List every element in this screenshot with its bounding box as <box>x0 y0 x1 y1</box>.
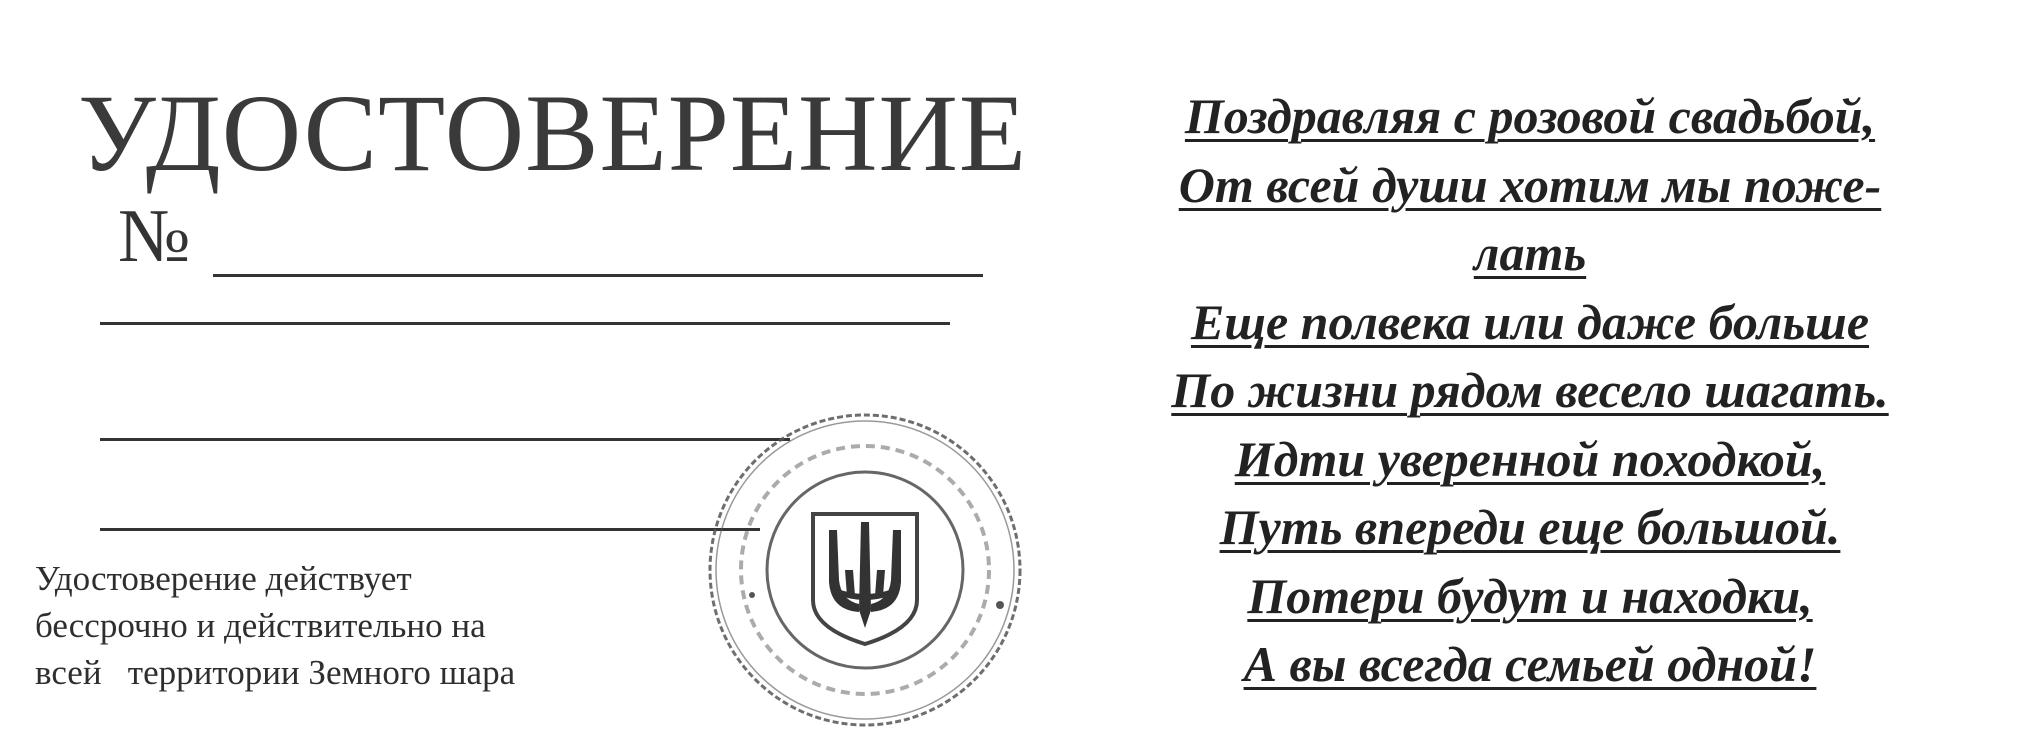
blank-line-2 <box>100 438 790 441</box>
certificate-title: УДОСТОВЕРЕНИЕ <box>78 72 1028 194</box>
blank-line-1 <box>100 322 950 325</box>
poem-line: лать <box>1473 225 1587 281</box>
poem-panel <box>1090 82 1970 699</box>
poem-line: Путь впереди еще большой. <box>1219 499 1841 555</box>
round-stamp-seal <box>700 405 1030 735</box>
poem-line: Еще полвека или даже больше <box>1190 293 1870 350</box>
poem-line: По жизни рядом весело шагать. <box>1171 362 1889 418</box>
poem-line: А вы всегда семьей одной! <box>1243 636 1817 692</box>
validity-line: Удостоверение действует <box>35 559 412 598</box>
number-sign: № <box>118 194 191 278</box>
blank-line-3 <box>100 528 760 531</box>
trident-coat-of-arms-icon <box>813 514 917 644</box>
poem-line: Идти уверенной походкой, <box>1234 430 1826 487</box>
validity-line: бессрочно и действительно на <box>35 606 486 645</box>
validity-line: всей территории Земного шара <box>35 653 516 692</box>
poem-line: Потери будут и находки, <box>1247 567 1813 624</box>
poem-line: От всей души хотим мы поже- <box>1178 156 1882 213</box>
poem-line: Поздравляя с розовой свадьбой, <box>1184 88 1876 144</box>
certificate-number-row <box>118 194 878 288</box>
validity-note <box>35 555 655 696</box>
number-blank-line <box>213 274 983 277</box>
